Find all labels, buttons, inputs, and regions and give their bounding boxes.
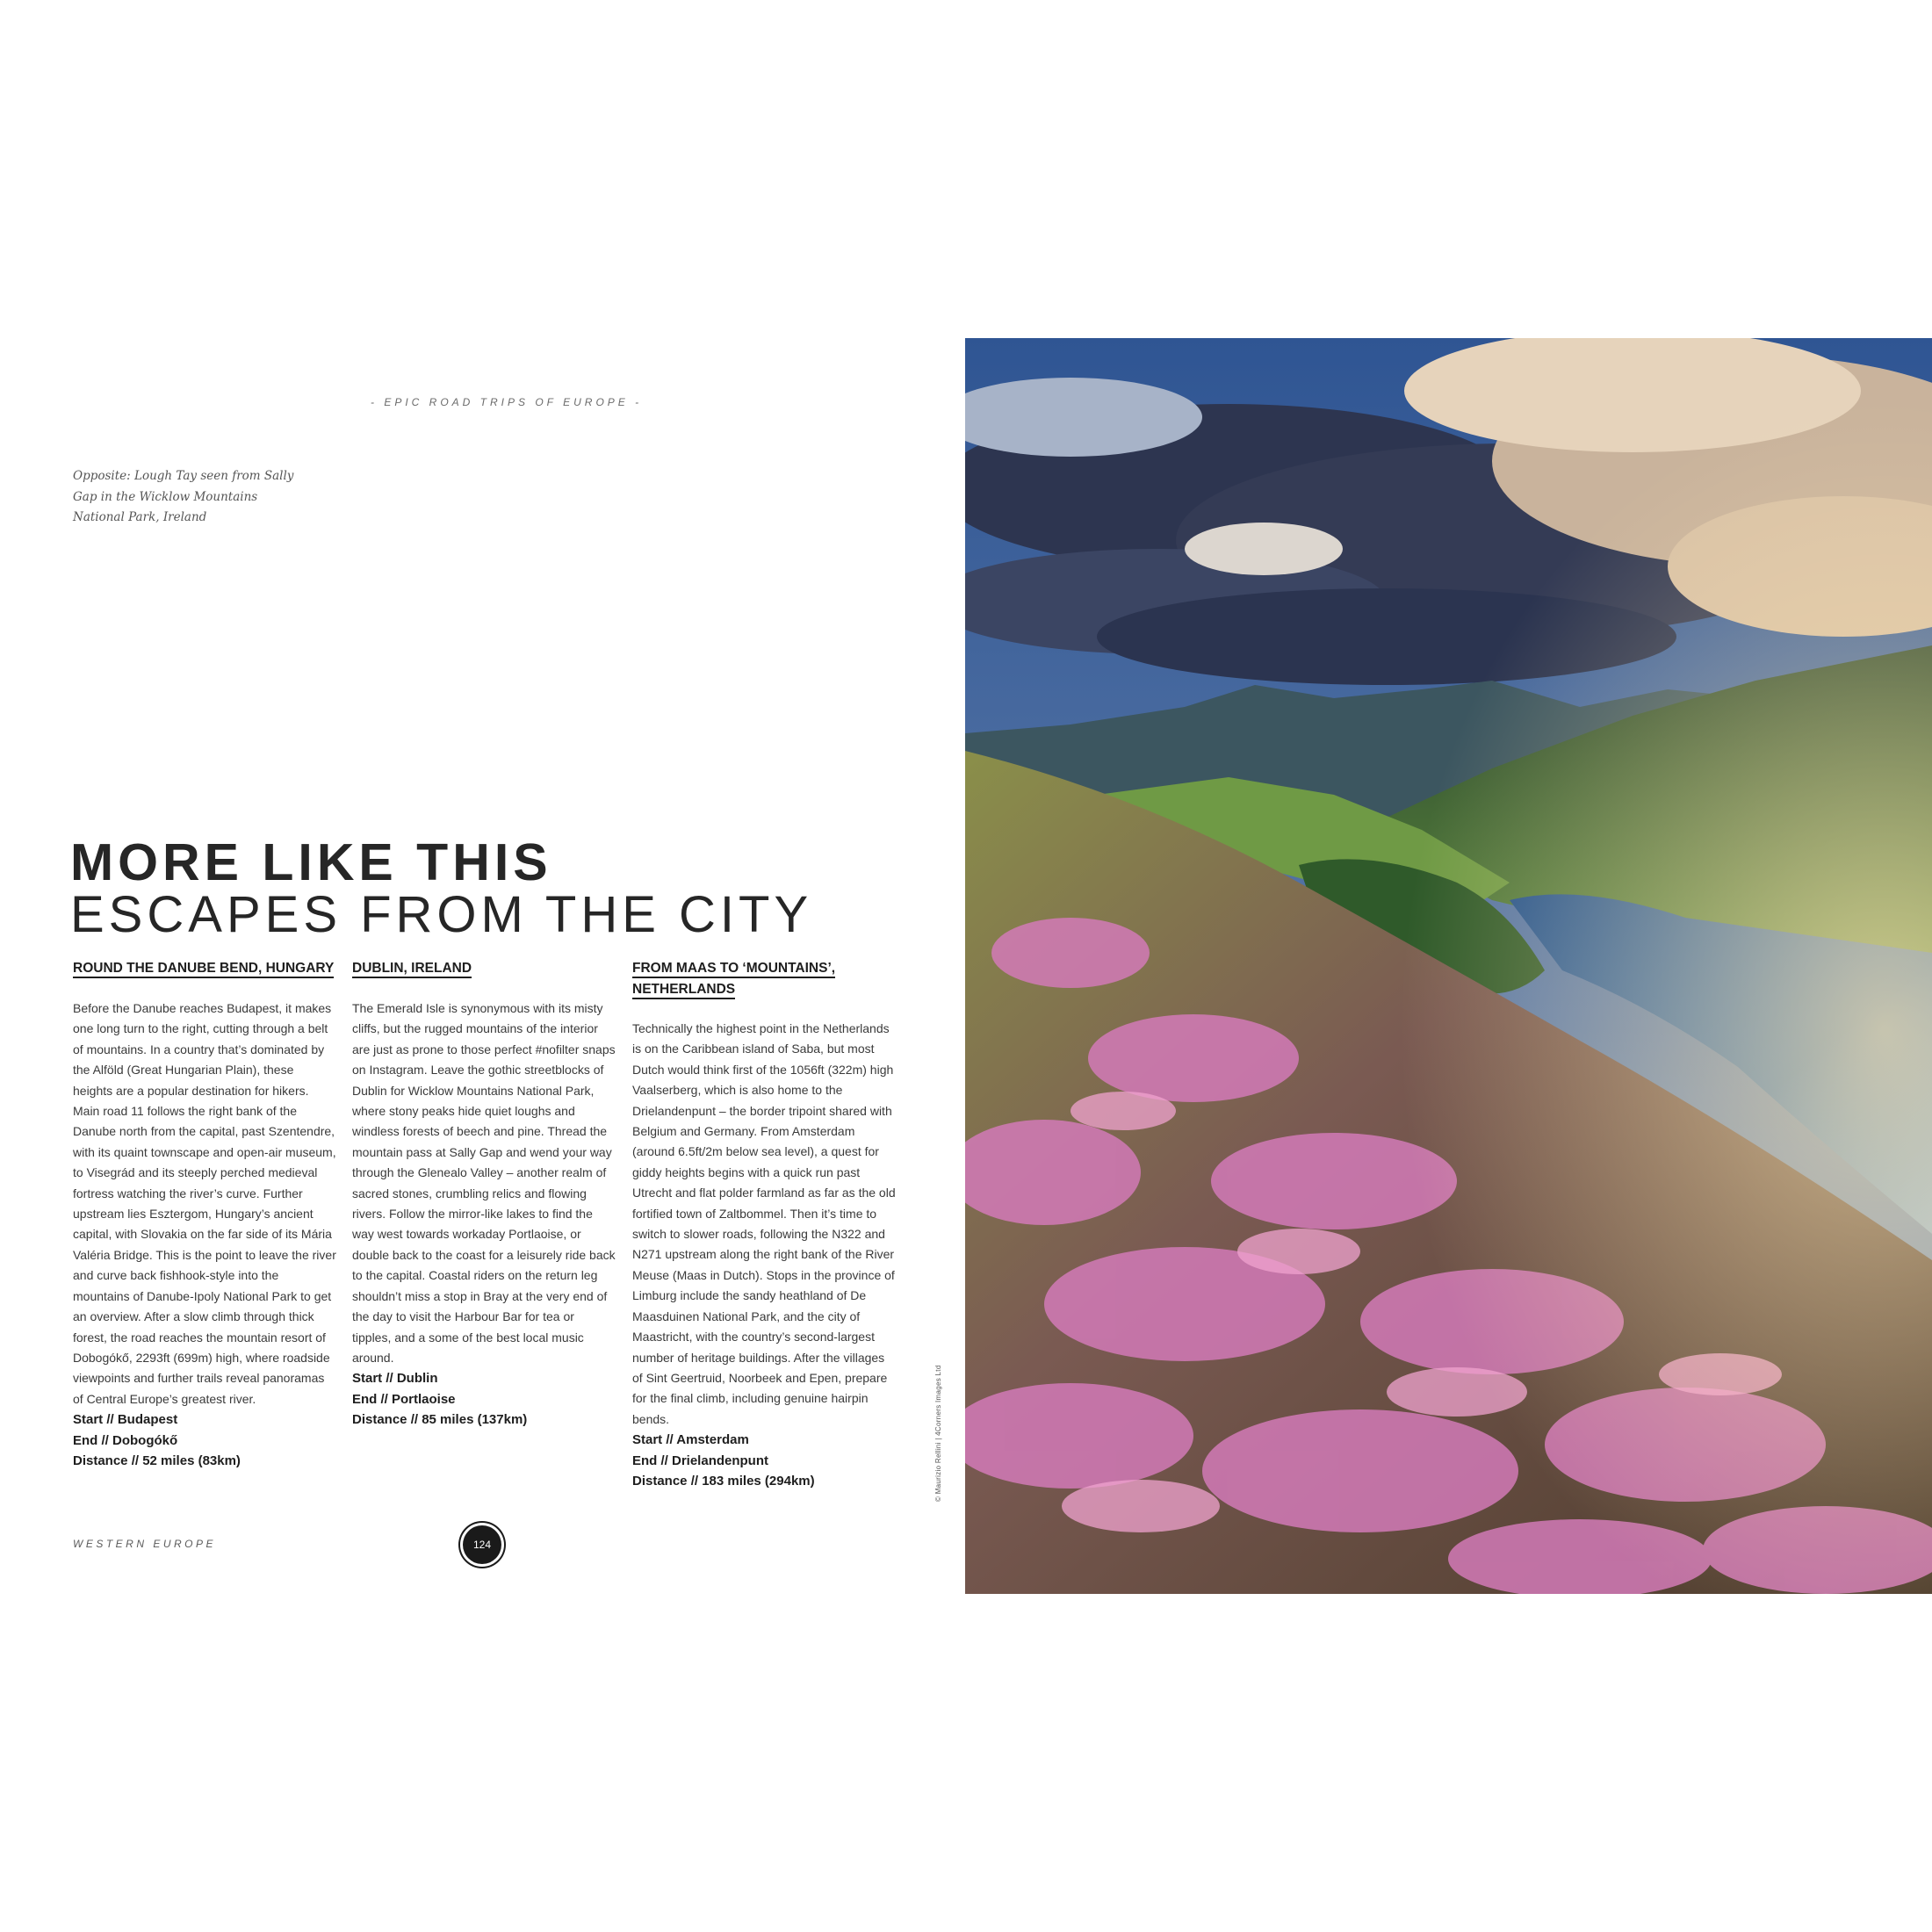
running-head: - EPIC ROAD TRIPS OF EUROPE - (371, 396, 643, 408)
photo-credit: © Maurizio Rellini | 4Corners Images Ltd (934, 1365, 942, 1502)
trip-end: End // Drielandenpunt (632, 1453, 769, 1468)
trip-title: DUBLIN, IRELAND (352, 961, 472, 978)
section-heading (70, 834, 812, 943)
photo-caption (73, 466, 301, 529)
page-number: 124 (463, 1525, 501, 1564)
trip-title: FROM MAAS TO ‘MOUNTAINS’, NETHERLANDS (632, 961, 835, 999)
trip-end: End // Dobogókő (73, 1432, 178, 1448)
trip-start: Start // Budapest (73, 1412, 178, 1428)
trip-body: Technically the highest point in the Netherlands is on the Caribbean island of Saba, but most Dutch would think first of the 1056ft (322m) high Vaalserberg, which is also home to the Drielandenpunt – the border tripoint shared with Belgium and Germany. From Amsterdam (around 6.5ft/2m below sea level), a quest for giddy heights begins with a quick run past Utrecht and flat polder farmland as far as the old fortified town of Zaltbommel. Then it’s time to switch to slower roads, following the N322 and N271 upstream along the right bank of the River Meuse (Maas in Dutch). Stops in the province of Limburg include the sandy heathland of De Maasduinen National Park, and the city of Maastricht, with the country’s second-largest number of heritage buildings. After the villages of Sint Geertruid, Noorbeek and Epen, prepare for the final climb, including genuine hairpin bends. (632, 1021, 896, 1426)
caption-line: Gap in the Wicklow Mountains (73, 489, 258, 504)
trip-column-netherlands (632, 958, 896, 1491)
trip-distance: Distance // 85 miles (137km) (352, 1412, 528, 1428)
trip-start: Start // Dublin (352, 1371, 438, 1387)
trip-end: End // Portlaoise (352, 1391, 456, 1407)
trip-body: Before the Danube reaches Budapest, it makes one long turn to the right, cutting through a belt of mountains. In a country that’s dominated by the Alföld (Great Hungarian Plain), these heights are a popular destination for hikers. Main road 11 follows the right bank of the Danube north from the capital, past Szentendre, with its quaint townscape and open-air museum, to Visegrád and its steeply perched medieval fortress watching the river’s curve. Further upstream lies Esztergom, Hungary’s ancient capital, with Slovakia on the far side of its Mária Valéria Bridge. This is the point to leave the river and curve back fishhook-style into the mountains of Danube-Ipoly National Park to get an overview. After a slow climb through thick forest, the road reaches the mountain resort of Dobogókő, 2293ft (699m) high, where roadside viewpoints and further trails reveal panoramas of Central Europe’s greatest river. (73, 1001, 336, 1406)
caption-line: National Park, Ireland (73, 510, 207, 524)
trip-distance: Distance // 183 miles (294km) (632, 1473, 815, 1489)
landscape-photo (965, 338, 1932, 1594)
trip-distance: Distance // 52 miles (83km) (73, 1453, 241, 1468)
caption-line: Opposite: Lough Tay seen from Sally (73, 469, 294, 483)
trip-column-dublin (352, 958, 616, 1431)
heading-light: ESCAPES FROM THE CITY (70, 886, 813, 943)
heading-bold: MORE LIKE THIS (70, 833, 552, 891)
trip-start: Start // Amsterdam (632, 1432, 749, 1448)
trip-body: The Emerald Isle is synonymous with its misty cliffs, but the rugged mountains of the interior are just as prone to those perfect #nofilter snaps on Instagram. Leave the gothic streetblocks of Dublin for Wicklow Mountains National Park, where stony peaks hide quiet loughs and windless forests of beech and pine. Thread the mountain pass at Sally Gap and wend your way through the Glenealo Valley – another realm of sacred stones, crumbling relics and flowing rivers. Follow the mirror-like lakes to find the way west towards workaday Portlaoise, or double back to the coast for a leisurely ride back to the capital. Coastal riders on the return leg shouldn’t miss a stop in Bray at the very end of the day to visit the Harbour Bar for tea or tipples, and a some of the best local music around. (352, 1001, 616, 1365)
sunlight (965, 338, 1932, 1594)
trip-column-danube (73, 958, 336, 1471)
trip-title: ROUND THE DANUBE BEND, HUNGARY (73, 961, 334, 978)
section-footer: WESTERN EUROPE (73, 1538, 217, 1550)
